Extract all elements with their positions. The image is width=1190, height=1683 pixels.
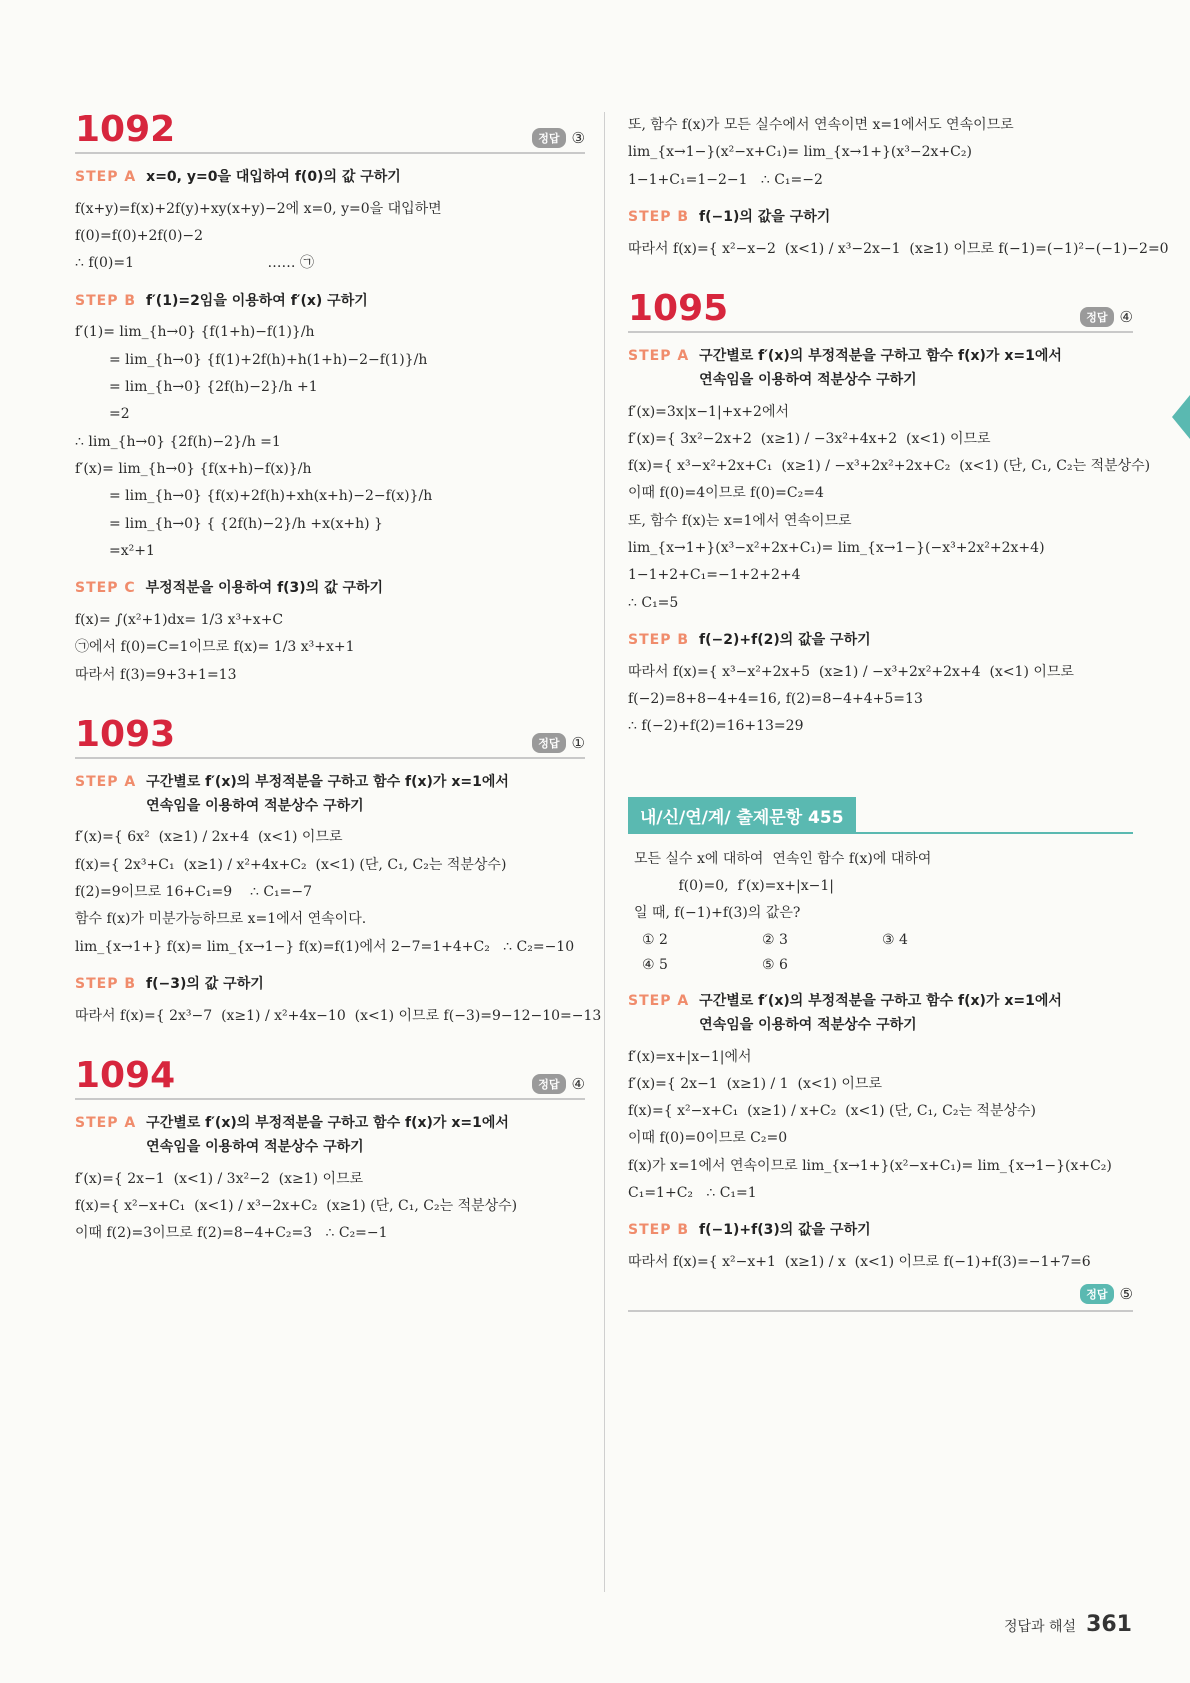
solution-line: f(x)={ x³−x²+2x+C₁ (x≥1) / −x³+2x²+2x+C₂ (x<1) (단, C₁, C₂는 적분상수): [628, 458, 1151, 475]
problem-number: 1093: [75, 713, 176, 755]
solution-line: = lim_{h→0} {f(x)+2f(h)+xh(x+h)−2−f(x)}/h: [109, 488, 433, 505]
page-footer: [1004, 1612, 1132, 1637]
solution-line: f′(x)={ 2x−1 (x≥1) / 1 (x<1) 이므로: [628, 1075, 882, 1092]
solution-line: = lim_{h→0} {f(1)+2f(h)+h(1+h)−2−f(1)}/h: [109, 351, 428, 368]
solution-line: ∴ lim_{h→0} {2f(h)−2}/h =1: [75, 433, 281, 450]
solution-line: 또, 함수 f(x)는 x=1에서 연속이므로: [628, 512, 852, 529]
problem-block: [628, 287, 1151, 741]
example-question: [628, 846, 1133, 978]
answer-badge: 정답: [532, 733, 565, 753]
step-title: x=0, y=0을 대입하여 f(0)의 값 구하기: [146, 169, 401, 185]
solution-line: f′(x)={ 6x² (x≥1) / 2x+4 (x<1) 이므로: [75, 829, 343, 846]
step-heading: [75, 166, 585, 190]
question-line: 일 때, f(−1)+f(3)의 값은?: [634, 905, 801, 922]
step-title: f(−3)의 값 구하기: [146, 975, 264, 992]
right-column: [628, 112, 1169, 1312]
step-heading: [75, 577, 585, 601]
step-heading: [628, 345, 1133, 393]
solution-line: lim_{x→1+}(x³−x²+2x+C₁)= lim_{x→1−}(−x³+2x²+2x+4): [628, 540, 1045, 557]
linked-example: [628, 769, 1133, 1313]
solution-line: f(0)=f(0)+2f(0)−2: [75, 228, 204, 245]
solution-line: 이때 f(2)=3이므로 f(2)=8−4+C₂=3 ∴ C₂=−1: [75, 1225, 388, 1242]
step-tag: STEP A: [75, 169, 137, 185]
solution-line: =x²+1: [109, 542, 155, 559]
step-tag: STEP B: [628, 1222, 690, 1239]
answer-indicator: [532, 733, 585, 753]
step-heading: [628, 206, 1133, 230]
solution-line: f′(x)={ 3x²−2x+2 (x≥1) / −3x²+4x+2 (x<1) 이므로: [628, 430, 991, 447]
question-line: f(0)=0, f′(x)=x+|x−1|: [634, 877, 835, 894]
solution-line: f′(x)=3x|x−1|+x+2에서: [628, 403, 789, 420]
step-title: f′(1)=2임을 이용하여 f′(x) 구하기: [146, 292, 368, 309]
step-heading: [628, 990, 1133, 1038]
left-column: [75, 109, 602, 1276]
solution-line: f(x)={ 2x³+C₁ (x≥1) / x²+4x+C₂ (x<1) (단, C₁, C₂는 적분상수): [75, 856, 507, 873]
solution-line: 이때 f(0)=0이므로 C₂=0: [628, 1130, 788, 1147]
problem-number: 1092: [75, 109, 176, 150]
column-divider: [604, 112, 605, 1592]
answer-value: ③: [571, 129, 585, 147]
answer-indicator: [532, 128, 585, 148]
step-heading: [628, 1219, 1133, 1243]
answer-value: ⑤: [1119, 1285, 1133, 1304]
answer-badge: 정답: [532, 1074, 565, 1094]
solution-line: 따라서 f(x)={ 2x³−7 (x≥1) / x²+4x−10 (x<1) 이므로 f(−3)=9−12−10=−13: [75, 1007, 602, 1024]
answer-choices: [642, 928, 1002, 978]
step-title: 구간별로 f′(x)의 부정적분을 구하고 함수 f(x)가 x=1에서 연속임을 이용하여 적분상수 구하기: [146, 1115, 509, 1155]
answer-badge: 정답: [1080, 307, 1113, 327]
answer-indicator: [1080, 307, 1133, 327]
solution-line: f(x)={ x²−x+C₁ (x<1) / x³−2x+C₂ (x≥1) (단, C₁, C₂는 적분상수): [75, 1197, 518, 1214]
problem-header: [75, 1055, 585, 1100]
solution-line: C₁=1+C₂ ∴ C₁=1: [628, 1184, 757, 1201]
step-title: f(−1)+f(3)의 값을 구하기: [699, 1222, 871, 1239]
choice-5: ⑤ 6: [762, 956, 788, 973]
problem-number: 1094: [75, 1055, 176, 1097]
solution-line: 따라서 f(x)={ x²−x+1 (x≥1) / x (x<1) 이므로 f(−1)+f(3)=−1+7=6: [628, 1254, 1091, 1271]
step-title: f(−1)의 값을 구하기: [699, 208, 831, 225]
solution-line: = lim_{h→0} {2f(h)−2}/h +1: [109, 379, 318, 396]
step-heading: [75, 1112, 585, 1160]
answer-value: ④: [1119, 307, 1133, 326]
solution-line: 따라서 f(x)={ x³−x²+2x+5 (x≥1) / −x³+2x²+2x+4 (x<1) 이므로: [628, 663, 1074, 680]
step-heading: [75, 973, 585, 997]
choice-3: ③ 4: [882, 931, 908, 948]
solution-line: ∴ f(0)=1 …… ㉠: [75, 255, 314, 272]
step-heading: [75, 290, 585, 314]
step-tag: STEP A: [628, 992, 690, 1009]
solution-line: 1−1+2+C₁=−1+2+2+4: [628, 567, 801, 584]
step-tag: STEP C: [75, 580, 136, 597]
solution-line: 1−1+C₁=1−2−1 ∴ C₁=−2: [628, 171, 823, 188]
solution-line: f(x+y)=f(x)+2f(y)+xy(x+y)−2에 x=0, y=0을 대입하면: [75, 200, 442, 217]
solution-line: =2: [109, 406, 130, 423]
solution-line: 따라서 f(3)=9+3+1=13: [75, 666, 237, 683]
page-number: 361: [1086, 1612, 1132, 1637]
solution-line: = lim_{h→0} { {2f(h)−2}/h +x(x+h) }: [109, 515, 383, 532]
step-heading: [75, 771, 585, 819]
solution-line: 또, 함수 f(x)가 모든 실수에서 연속이면 x=1에서도 연속이므로: [628, 117, 1014, 133]
page-edge-tab: [1172, 395, 1190, 439]
example-answer: [628, 1284, 1133, 1304]
answer-indicator: [532, 1074, 585, 1094]
step-title: f(−2)+f(2)의 값을 구하기: [699, 631, 871, 648]
answer-value: ①: [571, 733, 585, 752]
solution-line: ∴ C₁=5: [628, 594, 679, 611]
choice-2: ② 3: [762, 931, 788, 948]
solution-line: f(2)=9이므로 16+C₁=9 ∴ C₁=−7: [75, 884, 313, 901]
solution-line: f(−2)=8+8−4+4=16, f(2)=8−4+4+5=13: [628, 691, 923, 708]
solution-line: 따라서 f(x)={ x²−x−2 (x<1) / x³−2x−1 (x≥1) 이므로 f(−1)=(−1)²−(−1)−2=0: [628, 240, 1169, 257]
solution-line: f′(x)=x+|x−1|에서: [628, 1048, 752, 1065]
problem-block: [75, 109, 585, 689]
solution-line: ㉠에서 f(0)=C=1이므로 f(x)= 1/3 x³+x+1: [75, 639, 355, 656]
problem-header: [628, 287, 1133, 333]
problem-number: 1095: [628, 287, 729, 329]
solution-line: f′(1)= lim_{h→0} {f(1+h)−f(1)}/h: [75, 324, 315, 341]
problem-block: [75, 713, 602, 1030]
solution-line: ∴ f(−2)+f(2)=16+13=29: [628, 718, 804, 735]
solution-line: f′(x)= lim_{h→0} {f(x+h)−f(x)}/h: [75, 460, 312, 477]
solution-line: 함수 f(x)가 미분가능하므로 x=1에서 연속이다.: [75, 911, 367, 928]
step-tag: STEP B: [75, 292, 137, 309]
solution-line: f(x)= ∫(x²+1)dx= 1/3 x³+x+C: [75, 611, 284, 628]
problem-header: [75, 109, 585, 154]
example-bottom-rule: [628, 1310, 1133, 1312]
problem-continuation: [628, 112, 1169, 263]
answer-badge: 정답: [1080, 1284, 1113, 1304]
step-tag: STEP B: [628, 208, 690, 225]
answer-value: ④: [571, 1075, 585, 1094]
answer-badge: 정답: [532, 128, 565, 148]
solution-line: f′(x)={ 2x−1 (x<1) / 3x²−2 (x≥1) 이므로: [75, 1170, 364, 1187]
question-line: 모든 실수 x에 대하여 연속인 함수 f(x)에 대하여: [634, 850, 932, 867]
step-tag: STEP A: [628, 347, 690, 364]
step-tag: STEP B: [75, 975, 137, 992]
choice-4: ④ 5: [642, 956, 668, 973]
footer-label: 정답과 해설: [1003, 1619, 1077, 1635]
solution-line: lim_{x→1+} f(x)= lim_{x→1−} f(x)=f(1)에서 2−7=1+4+C₂ ∴ C₂=−10: [75, 938, 575, 955]
step-tag: STEP B: [628, 631, 690, 648]
example-header: 내/신/연/계/ 출제문항 455: [628, 797, 856, 834]
solution-line: f(x)가 x=1에서 연속이므로 lim_{x→1+}(x²−x+C₁)= lim_{x→1−}(x+C₂): [628, 1157, 1112, 1174]
solution-line: 이때 f(0)=4이므로 f(0)=C₂=4: [628, 485, 824, 502]
problem-header: [75, 713, 585, 759]
step-tag: STEP A: [75, 1115, 137, 1132]
step-title: 구간별로 f′(x)의 부정적분을 구하고 함수 f(x)가 x=1에서 연속임을 이용하여 적분상수 구하기: [146, 773, 509, 814]
solution-line: f(x)={ x²−x+C₁ (x≥1) / x+C₂ (x<1) (단, C₁, C₂는 적분상수): [628, 1103, 1036, 1120]
step-title: 구간별로 f′(x)의 부정적분을 구하고 함수 f(x)가 x=1에서 연속임을 이용하여 적분상수 구하기: [699, 992, 1062, 1033]
solution-line: lim_{x→1−}(x²−x+C₁)= lim_{x→1+}(x³−2x+C₂): [628, 144, 972, 161]
choice-1: ① 2: [642, 931, 668, 948]
step-title: 부정적분을 이용하여 f(3)의 값 구하기: [145, 580, 384, 597]
step-heading: [628, 629, 1133, 653]
problem-block: [75, 1055, 585, 1247]
step-tag: STEP A: [75, 773, 137, 790]
step-title: 구간별로 f′(x)의 부정적분을 구하고 함수 f(x)가 x=1에서 연속임을 이용하여 적분상수 구하기: [699, 347, 1062, 388]
